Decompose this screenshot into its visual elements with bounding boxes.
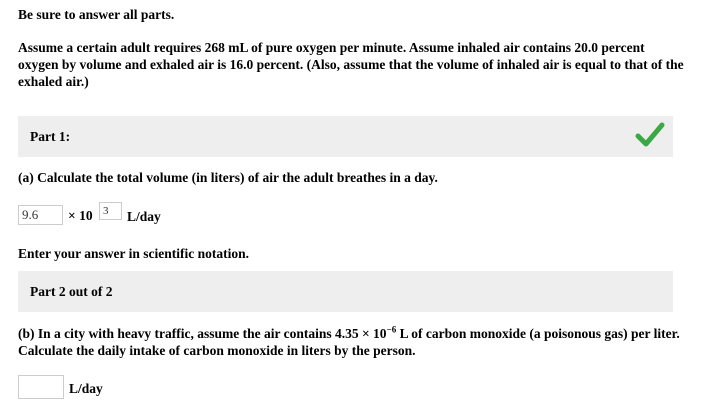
part1-question: (a) Calculate the total volume (in liters) of air the adult breathes in a day.	[18, 170, 438, 185]
part2-answer-input[interactable]	[18, 375, 64, 399]
part2-question-exponent: −6	[386, 324, 397, 335]
part2-label: Part 2 out of 2	[30, 284, 113, 299]
part1-exponent-input[interactable]	[99, 202, 122, 220]
part2-header	[18, 271, 673, 312]
scientific-notation-hint: Enter your answer in scientific notation.	[18, 246, 250, 261]
part1-label: Part 1:	[30, 129, 71, 144]
problem-statement: Assume a certain adult requires 268 mL of pure oxygen per minute. Assume inhaled air contains 20.0 percent oxygen by volume and exhaled air is 16.0 percent. (Also, assume that the volume of inhaled air is equal to that of the exhaled air.)	[18, 40, 684, 89]
instructions-text: Be sure to answer all parts.	[18, 7, 175, 22]
check-icon	[635, 120, 665, 150]
part1-header	[18, 116, 673, 157]
part2-question-post: L of carbon monoxide (a poisonous gas) per liter. Calculate the daily intake of carbon monoxide in liters by the person.	[18, 326, 680, 358]
part2-question	[18, 325, 688, 359]
part1-unit-label: L/day	[127, 209, 161, 224]
times-ten-label: × 10	[68, 208, 93, 223]
part1-answer-input[interactable]	[18, 205, 63, 225]
part2-question-pre: (b) In a city with heavy traffic, assume the air contains 4.35 × 10	[18, 326, 387, 341]
part2-unit-label: L/day	[69, 381, 103, 396]
